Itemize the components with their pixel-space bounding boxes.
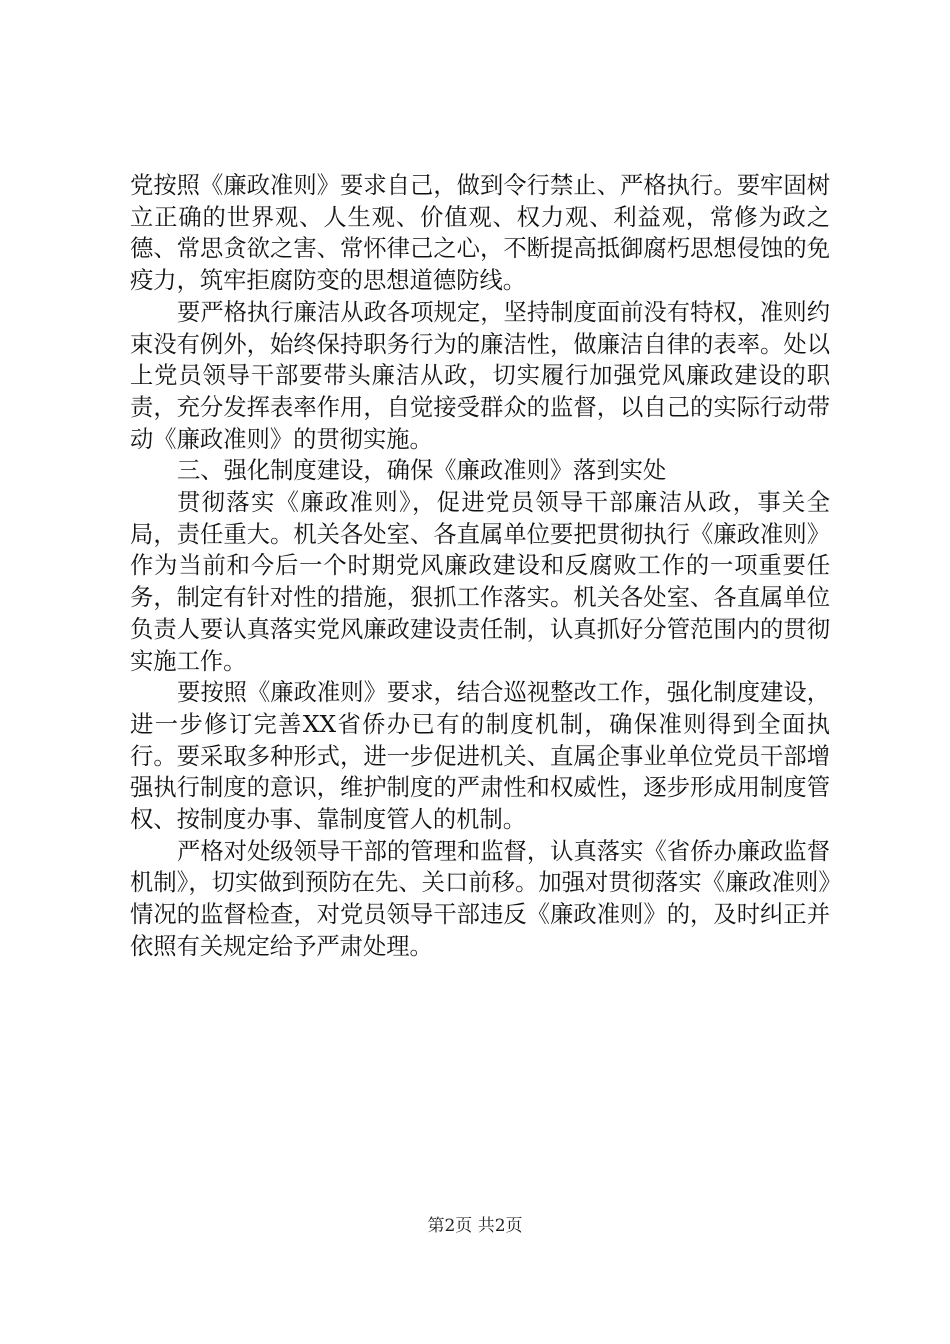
- paragraph: 要严格执行廉洁从政各项规定，坚持制度面前没有特权，准则约束没有例外，始终保持职务行为的廉洁性，做廉洁自律的表率。处以上党员领导干部要带头廉洁从政，切实履行加强党风廉政建设的职责，充分发挥表率作用，自觉接受群众的监督，以自己的实际行动带动《廉政准则》的贯彻实施。: [130, 298, 830, 453]
- document-body: [130, 170, 830, 963]
- section-heading: 三、强化制度建设，确保《廉政准则》落到实处: [177, 457, 667, 485]
- paragraph: 严格对处级领导干部的管理和监督，认真落实《省侨办廉政监督机制》，切实做到预防在先、关口前移。加强对贯彻落实《廉政准则》情况的监督检查，对党员领导干部违反《廉政准则》的，及时纠正并依照有关规定给予严肃处理。: [130, 837, 830, 960]
- paragraph: 要按照《廉政准则》要求，结合巡视整改工作，强化制度建设，进一步修订完善XX省侨办已有的制度机制，确保准则得到全面执行。要采取多种形式，进一步促进机关、直属企事业单位党员干部增强执行制度的意识，维护制度的严肃性和权威性，逐步形成用制度管权、按制度办事、靠制度管人的机制。: [130, 679, 830, 834]
- page-number: 第2页 共2页: [427, 1216, 523, 1236]
- paragraph: 贯彻落实《廉政准则》，促进党员领导干部廉洁从政，事关全局，责任重大。机关各处室、各直属单位要把贯彻执行《廉政准则》作为当前和今后一个时期党风廉政建设和反腐败工作的一项重要任务，制定有针对性的措施，狠抓工作落实。机关各处室、各直属单位负责人要认真落实党风廉政建设责任制，认真抓好分管范围内的贯彻实施工作。: [130, 489, 830, 675]
- paragraph: 党按照《廉政准则》要求自己，做到令行禁止、严格执行。要牢固树立正确的世界观、人生观、价值观、权力观、利益观，常修为政之德、常思贪欲之害、常怀律己之心，不断提高抵御腐朽思想侵蚀的免疫力，筑牢拒腐防变的思想道德防线。: [130, 172, 830, 295]
